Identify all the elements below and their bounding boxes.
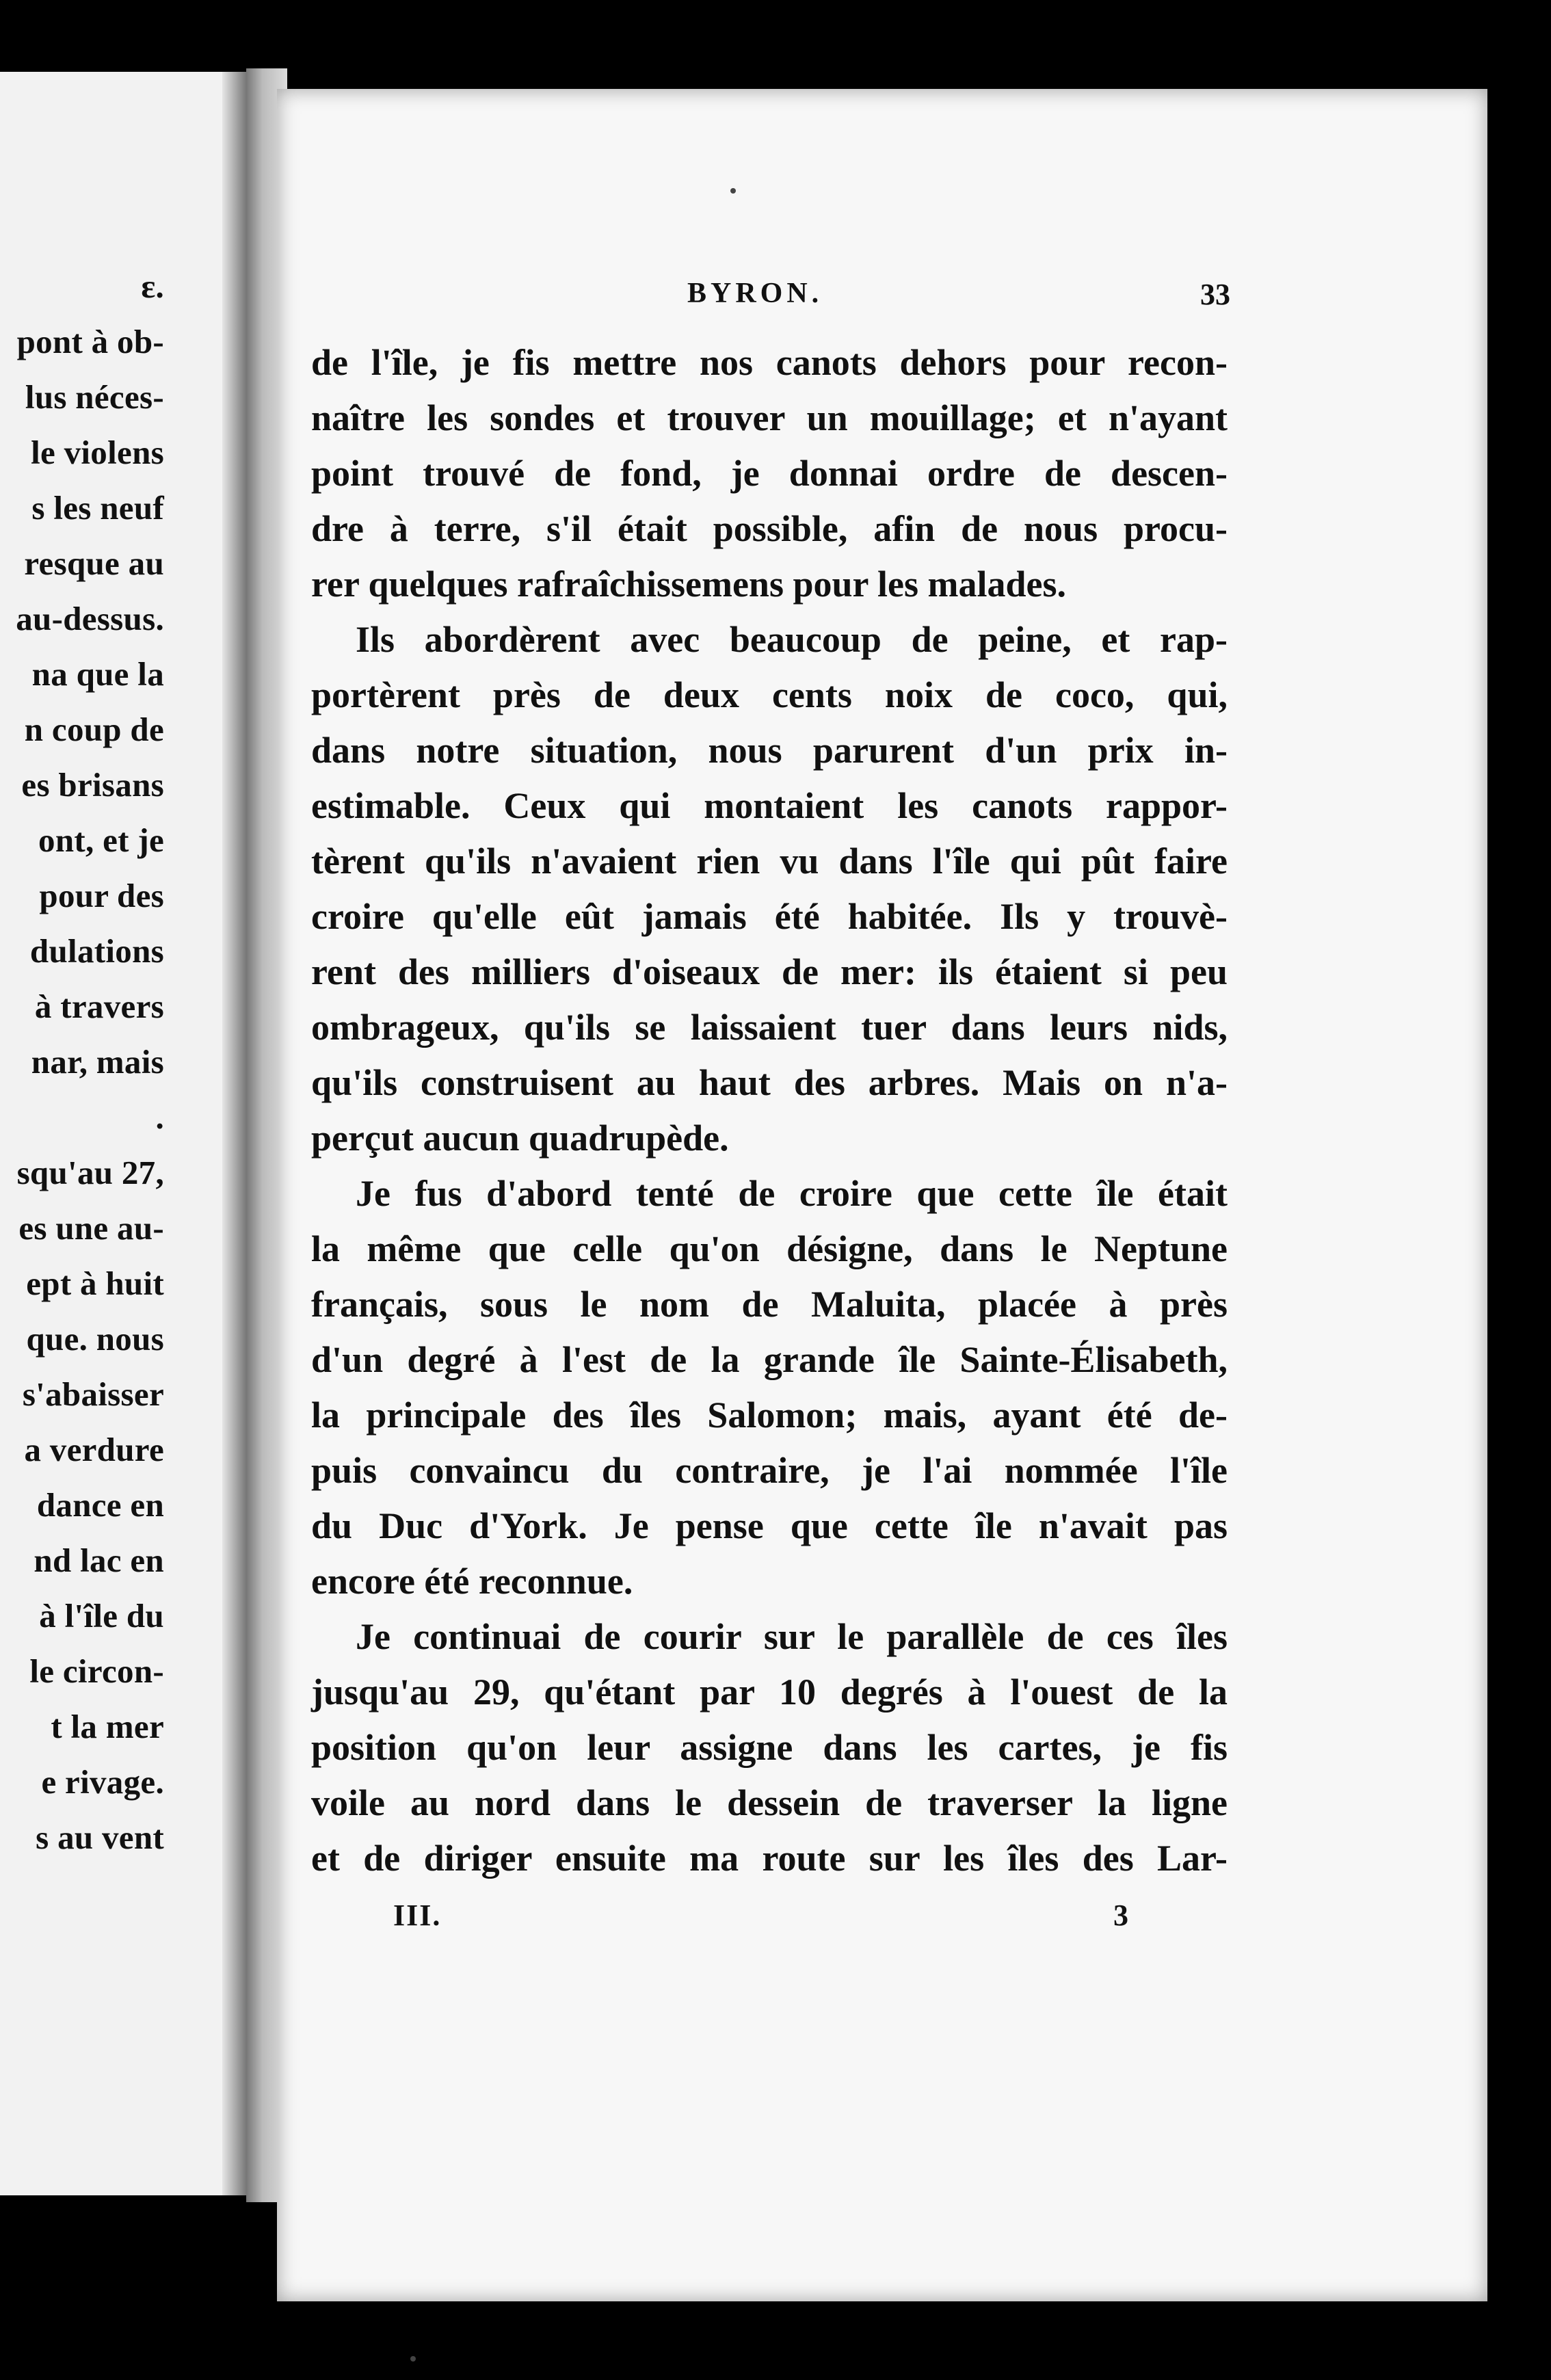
left-page-line: à l'île du bbox=[39, 1597, 164, 1635]
body-line: point trouvé de fond, je donnai ordre de descen- bbox=[311, 453, 1228, 494]
left-page-fragment bbox=[0, 72, 246, 2195]
body-line: position qu'on leur assigne dans les cartes, je fis bbox=[311, 1727, 1228, 1768]
left-page-line: na que la bbox=[31, 655, 164, 693]
left-page-line: à travers bbox=[34, 988, 164, 1025]
body-line: du Duc d'York. Je pense que cette île n'avait pas bbox=[311, 1505, 1228, 1546]
left-page-line: t la mer bbox=[51, 1708, 164, 1745]
body-line: dre à terre, s'il était possible, afin de nous procu- bbox=[311, 508, 1228, 549]
left-page-line: lus néces- bbox=[25, 378, 164, 416]
running-head-title: BYRON. bbox=[687, 278, 823, 309]
left-page-line: dance en bbox=[36, 1486, 164, 1524]
signature-mark: III. bbox=[393, 1899, 442, 1932]
left-page-line: resque au bbox=[24, 544, 164, 582]
body-line: rer quelques rafraîchissemens pour les malades. bbox=[311, 564, 1066, 605]
body-line: et de diriger ensuite ma route sur les îles des Lar- bbox=[311, 1838, 1228, 1879]
body-line: croire qu'elle eût jamais été habitée. Ils y trouvè- bbox=[311, 896, 1228, 937]
left-page-line: ɛ. bbox=[141, 267, 164, 305]
left-page-line: . bbox=[155, 1098, 164, 1136]
left-page-line: au-dessus. bbox=[16, 600, 164, 637]
body-line: rent des milliers d'oiseaux de mer: ils étaient si peu bbox=[311, 951, 1228, 992]
left-page-line: que. nous bbox=[26, 1320, 164, 1358]
left-page-line: ont, et je bbox=[38, 821, 164, 859]
body-line: perçut aucun quadrupède. bbox=[311, 1118, 729, 1159]
body-line: portèrent près de deux cents noix de coco, qui, bbox=[311, 674, 1228, 715]
dust-speck bbox=[410, 2356, 416, 2362]
body-line: naître les sondes et trouver un mouillage; et n'ayant bbox=[311, 397, 1228, 438]
signature-number: 3 bbox=[1113, 1899, 1128, 1932]
body-line: ombrageux, qu'ils se laissaient tuer dans leurs nids, bbox=[311, 1007, 1228, 1048]
dust-speck bbox=[730, 188, 736, 194]
left-page-line: a verdure bbox=[24, 1431, 164, 1468]
left-page-line: es une au- bbox=[18, 1209, 164, 1247]
left-page-line: pour des bbox=[39, 877, 164, 914]
left-page-line: s au vent bbox=[36, 1819, 164, 1856]
left-page-line: dulations bbox=[29, 932, 164, 970]
body-line: jusqu'au 29, qu'étant par 10 degrés à l'ouest de la bbox=[311, 1671, 1228, 1713]
body-line: Je continuai de courir sur le parallèle de ces îles bbox=[356, 1616, 1228, 1657]
body-line: Je fus d'abord tenté de croire que cette île était bbox=[356, 1173, 1228, 1214]
body-line: dans notre situation, nous parurent d'un prix in- bbox=[311, 730, 1228, 771]
body-line: estimable. Ceux qui montaient les canots rappor- bbox=[311, 785, 1228, 826]
body-line: de l'île, je fis mettre nos canots dehors pour recon- bbox=[311, 342, 1228, 383]
body-line: qu'ils construisent au haut des arbres. Mais on n'a- bbox=[311, 1062, 1228, 1103]
left-page-line: e rivage. bbox=[41, 1763, 164, 1801]
body-line: encore été reconnue. bbox=[311, 1561, 633, 1602]
body-line: voile au nord dans le dessein de traverser la ligne bbox=[311, 1782, 1228, 1823]
left-page-line: ept à huit bbox=[26, 1265, 164, 1302]
left-page-line: squ'au 27, bbox=[16, 1154, 164, 1191]
left-page-line: nar, mais bbox=[31, 1043, 164, 1081]
left-page-line: le violens bbox=[31, 434, 164, 471]
left-page-line: es brisans bbox=[21, 766, 164, 804]
left-page-line: le circon- bbox=[29, 1652, 164, 1690]
left-page-line: n coup de bbox=[24, 711, 164, 748]
body-line: puis convaincu du contraire, je l'ai nommée l'île bbox=[311, 1450, 1228, 1491]
left-page-line: pont à ob- bbox=[16, 323, 164, 360]
page-number: 33 bbox=[1200, 278, 1230, 311]
body-line: tèrent qu'ils n'avaient rien vu dans l'île qui pût faire bbox=[311, 841, 1228, 882]
body-line: d'un degré à l'est de la grande île Sainte-Élisabeth, bbox=[311, 1339, 1228, 1380]
left-page-line: nd lac en bbox=[34, 1542, 164, 1579]
body-line: Ils abordèrent avec beaucoup de peine, et rap- bbox=[356, 619, 1228, 660]
body-line: la principale des îles Salomon; mais, ayant été de- bbox=[311, 1394, 1228, 1436]
body-line: la même que celle qu'on désigne, dans le Neptune bbox=[311, 1228, 1228, 1269]
left-page-line: s'abaisser bbox=[22, 1375, 164, 1413]
page-body-text bbox=[311, 335, 1228, 1886]
left-page-line: s les neuf bbox=[31, 489, 164, 527]
body-line: français, sous le nom de Maluita, placée à près bbox=[311, 1284, 1228, 1325]
